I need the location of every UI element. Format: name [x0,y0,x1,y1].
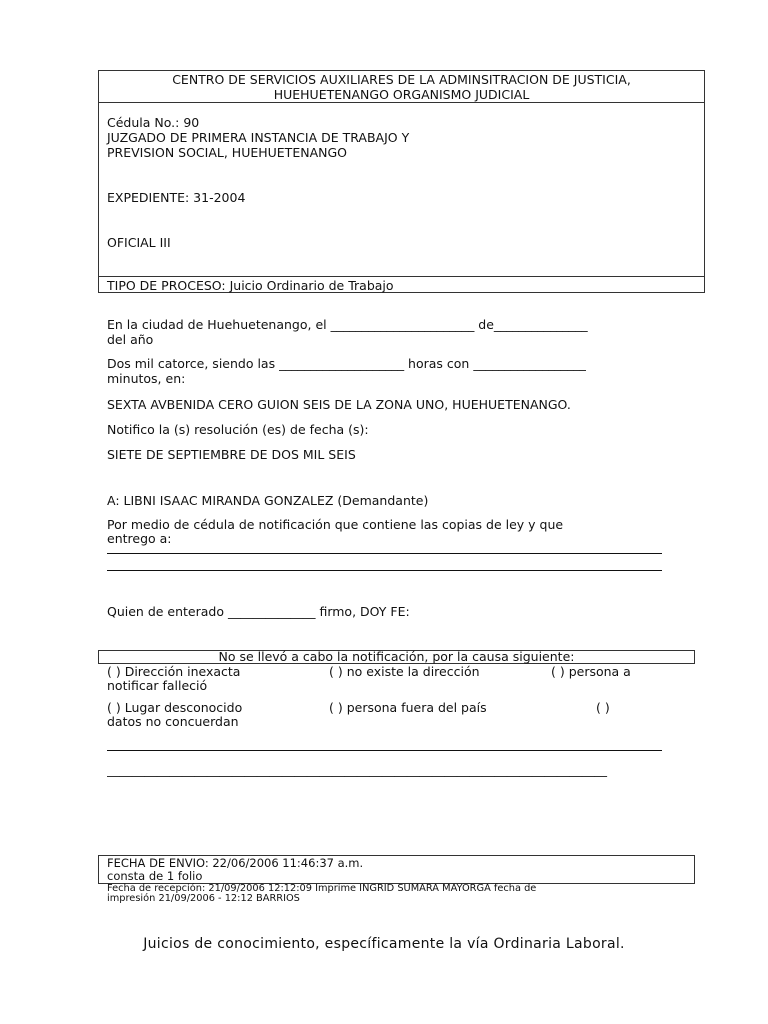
cause-persona-fallecio-cont: notificar falleció [107,678,208,693]
cause-persona-fuera: ( ) persona fuera del país [329,700,487,715]
cause-persona-fallecio: ( ) persona a [551,664,631,679]
doy-fe-line: Quien de enterado ______________ firmo, DOY FE: [107,604,410,619]
cause-direccion-inexacta: ( ) Dirección inexacta [107,664,241,679]
resolution-date: SIETE DE SEPTIEMBRE DE DOS MIL SEIS [107,447,356,462]
consta-folio: consta de 1 folio [107,869,203,883]
cedula-delivery-line-2: entrego a: [107,531,172,546]
cause-underscore-line: ________________________________________________________________________________ [107,762,607,777]
tipo-proceso: TIPO DE PROCESO: Juicio Ordinario de Trabajo [107,278,394,293]
cause-no-existe-direccion: ( ) no existe la dirección [329,664,480,679]
city-date-line-2: del año [107,332,154,347]
header-line-2: HUEHUETENANGO ORGANISMO JUDICIAL [273,87,530,102]
cause-lugar-desconocido: ( ) Lugar desconocido [107,700,243,715]
fecha-impresion: impresión 21/09/2006 - 12:12 BARRIOS [107,893,300,904]
oficial: OFICIAL III [107,235,171,250]
cause-datos-no-concuerdan-cont: datos no concuerdan [107,714,239,729]
time-line-2: minutos, en: [107,371,186,386]
cause-line-1 [107,750,662,751]
recipient: A: LIBNI ISAAC MIRANDA GONZALEZ (Demandante) [107,493,429,508]
causes-title: No se llevó a cabo la notificación, por la causa siguiente: [218,649,575,664]
fecha-envio: FECHA DE ENVIO: 22/06/2006 11:46:37 a.m. [107,856,364,870]
expediente: EXPEDIENTE: 31-2004 [107,190,246,205]
address: SEXTA AVBENIDA CERO GUION SEIS DE LA ZONA UNO, HUEHUETENANGO. [107,397,571,412]
cedula-number: Cédula No.: 90 [107,115,200,130]
city-date-line: En la ciudad de Huehuetenango, el _______________________ de_______________ [107,317,588,332]
fecha-recepcion: Fecha de recepción: 21/09/2006 12:12:09 Imprime INGRID SUMARA MAYORGA fecha de [107,883,537,894]
juzgado-line-2: PREVISION SOCIAL, HUEHUETENANGO [107,145,347,160]
cedula-delivery-line-1: Por medio de cédula de notificación que contiene las copias de ley y que [107,517,564,532]
cause-datos-no-concuerdan: ( ) [596,700,610,715]
caption: Juicios de conocimiento, específicamente la vía Ordinaria Laboral. [143,936,625,952]
header-line-1: CENTRO DE SERVICIOS AUXILIARES DE LA ADMINSITRACION DE JUSTICIA, [172,72,631,87]
signature-line-2 [107,570,662,571]
time-line: Dos mil catorce, siendo las ____________________ horas con __________________ [107,356,586,371]
juzgado-line-1: JUZGADO DE PRIMERA INSTANCIA DE TRABAJO Y [107,130,410,145]
signature-line-1 [107,553,662,554]
notifico-resolucion: Notifico la (s) resolución (es) de fecha (s): [107,422,369,437]
